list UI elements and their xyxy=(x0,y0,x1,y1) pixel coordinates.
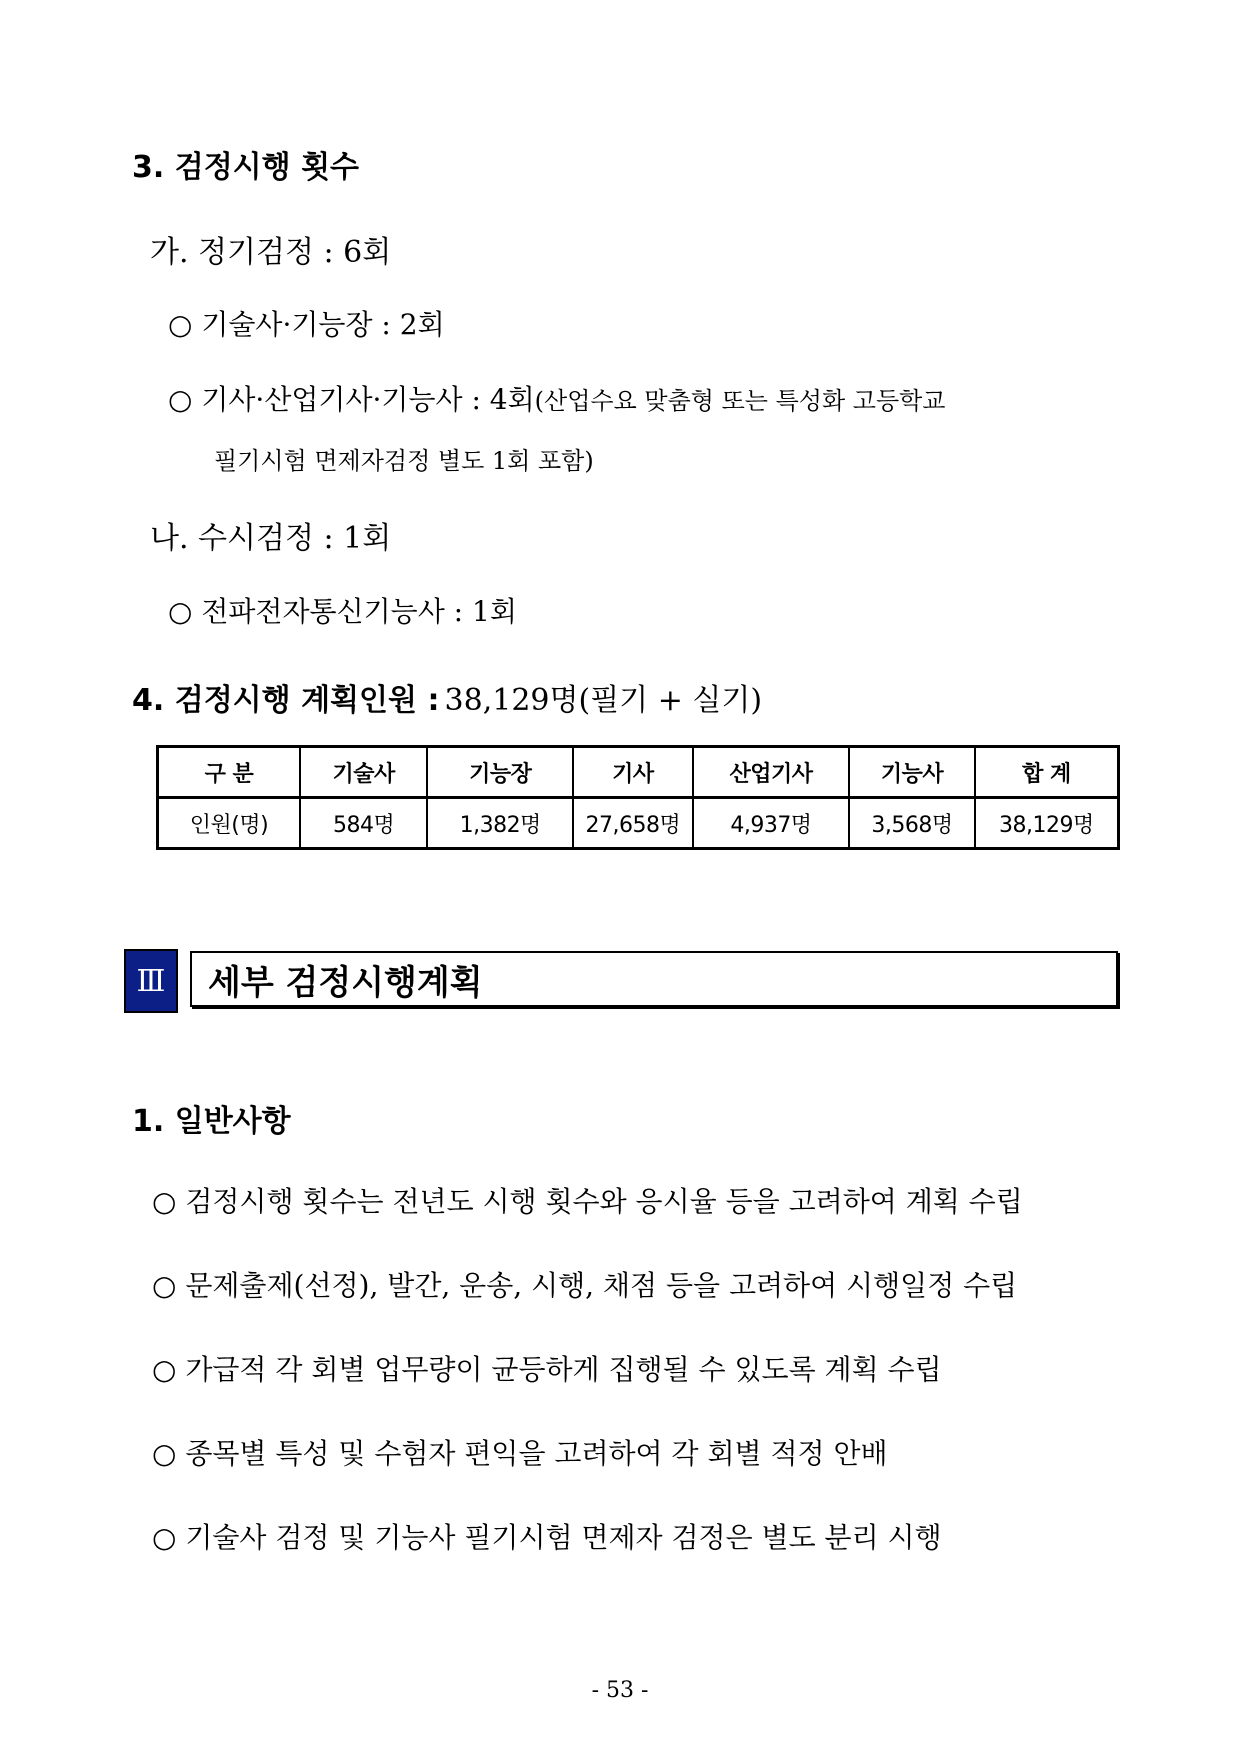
section-4-value: 38,129명(필기 + 실기) xyxy=(444,683,763,718)
subsection-na: 나. 수시검정 : 1회 xyxy=(150,521,392,556)
table-header-row xyxy=(158,747,1119,798)
table-cell: 584명 xyxy=(300,798,428,849)
table-header-cell: 기술사 xyxy=(300,747,428,798)
table-header-cell: 기사 xyxy=(573,747,693,798)
general-item-4: ○ 종목별 특성 및 수험자 편익을 고려하여 각 회별 적정 안배 xyxy=(152,1437,888,1470)
subsection-ga: 가. 정기검정 : 6회 xyxy=(150,235,392,270)
general-item-2: ○ 문제출제(선정), 발간, 운송, 시행, 채점 등을 고려하여 시행일정 수립 xyxy=(152,1269,1018,1302)
table-row xyxy=(158,798,1119,849)
general-heading: 1. 일반사항 xyxy=(132,1104,291,1139)
section-4-heading: 4. 검정시행 계획인원 : xyxy=(132,683,440,718)
chapter-numeral-badge: Ⅲ xyxy=(124,949,178,1013)
table-cell: 38,129명 xyxy=(975,798,1119,849)
table-header-cell: 구 분 xyxy=(158,747,300,798)
bullet-ga-1: ○ 기술사·기능장 : 2회 xyxy=(168,308,445,341)
table-header-cell: 산업기사 xyxy=(693,747,849,798)
table-cell: 인원(명) xyxy=(158,798,300,849)
chapter-title-box xyxy=(190,951,1118,1007)
table-cell: 27,658명 xyxy=(573,798,693,849)
section-3-heading: 3. 검정시행 횟수 xyxy=(132,150,360,185)
table-cell: 1,382명 xyxy=(427,798,573,849)
bullet-na-1: ○ 전파전자통신기능사 : 1회 xyxy=(168,595,517,628)
page-number: - 53 - xyxy=(591,1678,649,1703)
section-4-heading-line xyxy=(132,675,762,719)
bullet-ga-2-main: ○ 기사·산업기사·기능사 : 4회 xyxy=(168,383,535,416)
table-cell: 3,568명 xyxy=(849,798,975,849)
bullet-ga-2 xyxy=(168,378,946,418)
table-header-cell: 합 계 xyxy=(975,747,1119,798)
chapter-title: 세부 검정시행계획 xyxy=(208,962,483,1003)
bullet-ga-2-continuation: 필기시험 면제자검정 별도 1회 포함) xyxy=(214,447,594,475)
general-item-5: ○ 기술사 검정 및 기능사 필기시험 면제자 검정은 별도 분리 시행 xyxy=(152,1521,942,1554)
bullet-ga-2-paren: (산업수요 맞춤형 또는 특성화 고등학교 xyxy=(534,387,946,415)
table-cell: 4,937명 xyxy=(693,798,849,849)
table-header-cell: 기능사 xyxy=(849,747,975,798)
general-item-1: ○ 검정시행 횟수는 전년도 시행 횟수와 응시율 등을 고려하여 계획 수립 xyxy=(152,1185,1023,1218)
general-item-3: ○ 가급적 각 회별 업무량이 균등하게 집행될 수 있도록 계획 수립 xyxy=(152,1353,942,1386)
personnel-table xyxy=(156,745,1120,850)
table-header-cell: 기능장 xyxy=(427,747,573,798)
